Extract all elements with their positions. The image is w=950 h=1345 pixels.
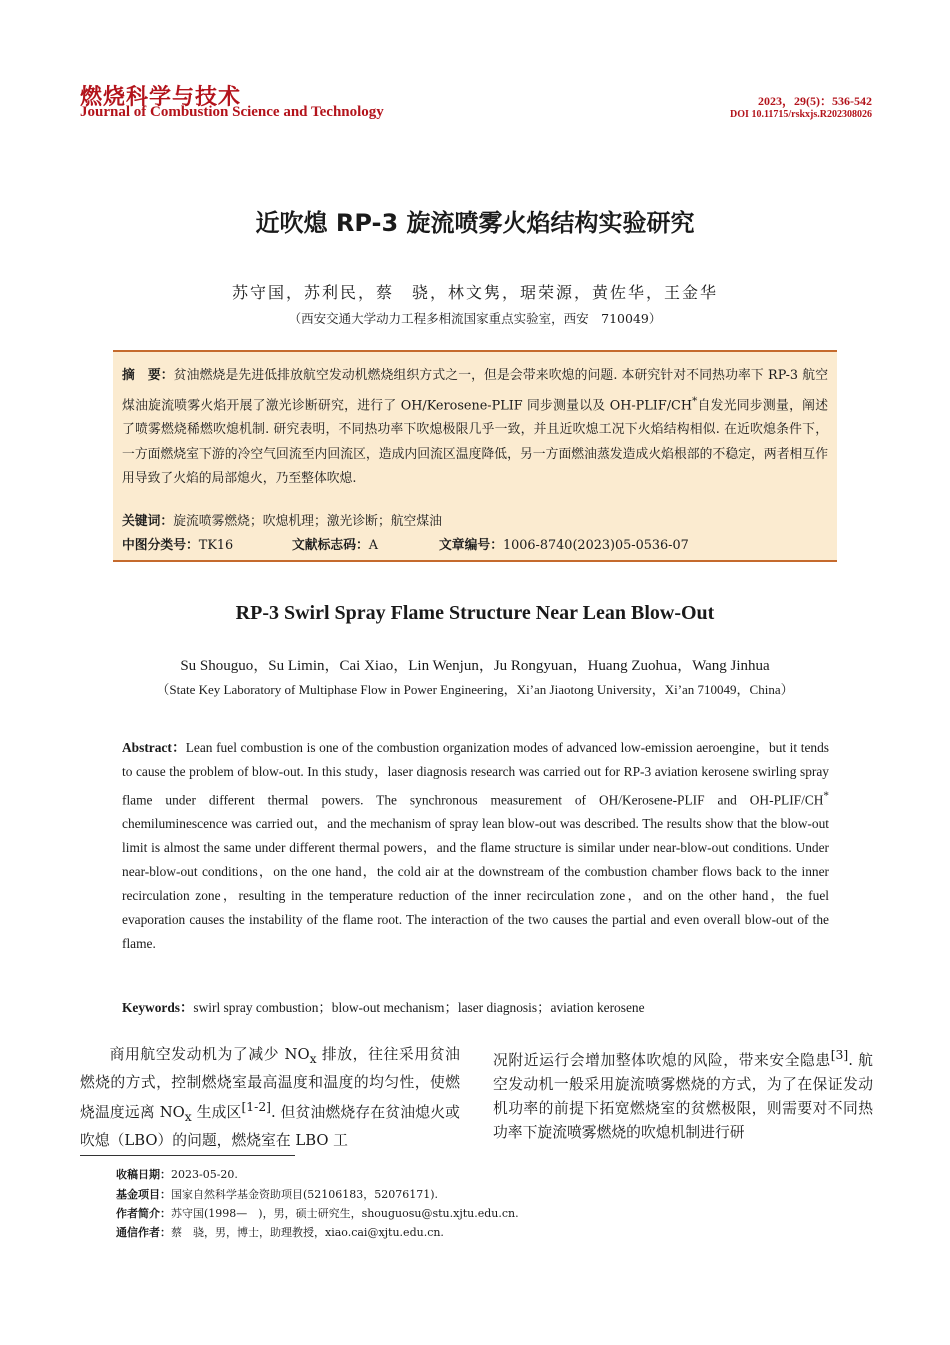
keywords-en-label: Keywords： — [122, 1000, 194, 1015]
clc-number — [122, 534, 233, 553]
abstract-en-label: Abstract： — [122, 740, 186, 755]
footnote-label: 基金项目： — [116, 1188, 171, 1201]
keywords-en-text: swirl spray combustion；blow-out mechanism；laser diagnosis；aviation kerosene — [193, 1000, 645, 1015]
body-text: 排放，往往采用贫油燃烧的方式，控制燃烧室最高温度和温度的均匀性，使燃烧温度远离 NO — [80, 1046, 460, 1121]
journal-header — [80, 80, 872, 122]
footnote-author-bio — [116, 1205, 519, 1221]
article-number-label: 文章编号： — [439, 538, 503, 553]
journal-title-en: Journal of Combustion Science and Technology — [80, 104, 384, 120]
keywords-cn — [122, 510, 442, 529]
authors-cn: 苏守国，苏利民，蔡 骁，林文隽，琚荣源，黄佐华，王金华 — [231, 283, 718, 302]
journal-title-cn: 燃烧科学与技术 — [80, 85, 242, 110]
abstract-cn-text-cont: 自发光同步测量，阐述了喷雾燃烧稀燃吹熄机制. 研究表明，不同热功率下吹熄极限几乎一致，并且近吹熄工况下火焰结构相似. 在近吹熄条件下，一方面燃烧室下游的冷空气回流至内回流区，造成内回流区温度降低，另一方面燃油蒸发造成火焰根部的不稳定，两者相互作用导致了火焰的局部熄火，乃至整体吹熄. — [122, 397, 828, 487]
article-number — [439, 534, 689, 553]
body-column-left — [80, 1043, 460, 1153]
keywords-cn-text: 旋流喷雾燃烧；吹熄机理；激光诊断；航空煤油 — [173, 514, 442, 529]
clc-value: TK16 — [198, 538, 234, 553]
doc-code-label: 文献标志码： — [292, 538, 369, 553]
doi: DOI 10.11715/rskxjs.R202308026 — [730, 109, 872, 120]
citation-ref[interactable]: [3] — [830, 1048, 849, 1062]
footnote-label: 收稿日期： — [116, 1168, 171, 1181]
body-text: 况附近运行会增加整体吹熄的风险，带来安全隐患 — [493, 1051, 831, 1069]
abstract-cn-box — [113, 350, 837, 562]
doc-code-value: A — [368, 538, 379, 553]
document-code — [292, 534, 378, 553]
footnote-text: 2023-05-20. — [171, 1168, 238, 1181]
affiliation-cn: （西安交通大学动力工程多相流国家重点实验室，西安 710049） — [288, 311, 662, 326]
body-text: 生成区 — [191, 1103, 242, 1121]
abstract-en-sup: * — [823, 790, 829, 802]
subscript: x — [309, 1051, 317, 1066]
article-number-value: 1006-8740(2023)05-0536-07 — [502, 538, 689, 553]
keywords-cn-label: 关键词： — [122, 514, 174, 529]
abstract-en-text-cont: chemiluminescence was carried out，and the mechanism of spray lean blow-out was described. The results show that the blow-out limit is almost the same under different thermal powers，and the flame structure is similar under near-blow-out conditions. Under near-blow-out conditions，on the one hand，the cold air at the downstream of the combustion chamber flows back to the inner recirculation zone，resulting in the temperature reduction of the inner recirculation zone，and on the other hand，the fuel evaporation causes the instability of the flame root. The interaction of the two causes the partial and even overall blow-out of the flame. — [122, 816, 829, 952]
keywords-en — [122, 997, 645, 1016]
citation-ref[interactable]: [1-2] — [241, 1099, 271, 1114]
abstract-en-text: Lean fuel combustion is one of the combustion organization modes of advanced low-emission aeroengine，but it tends to cause the problem of blow-out. In this study，laser diagnosis research was carried out for RP-3 aviation kerosene swirling spray flame under different thermal powers. The synchronous measurement of OH/Kerosene-PLIF and OH-PLIF/CH — [122, 740, 829, 808]
abstract-cn — [122, 364, 828, 492]
footnote-divider — [80, 1155, 295, 1156]
subscript: x — [184, 1109, 192, 1124]
footnote-text: 国家自然科学基金资助项目(52106183，52076171). — [171, 1188, 439, 1201]
body-text: . 航空发动机一般采用旋流喷雾燃烧的方式，为了在保证发动机功率的前提下拓宽燃烧室的贫燃极限，则需要对不同热功率下旋流喷雾燃烧的吹熄机制进行研 — [493, 1051, 873, 1141]
affiliation-en: （State Key Laboratory of Multiphase Flow in Power Engineering，Xi’an Jiaotong University，Xi’an 710049，China） — [156, 682, 794, 697]
abstract-en — [122, 736, 829, 956]
paper-title-en: RP-3 Swirl Spray Flame Structure Near Lean Blow-Out — [235, 602, 715, 624]
abstract-cn-sup: * — [692, 393, 698, 407]
footnote-received — [116, 1166, 238, 1182]
body-column-right — [493, 1043, 873, 1145]
body-text: . 但贫油燃烧存在贫油熄火或吹熄（LBO）的问题，燃烧室在 LBO 工 — [80, 1103, 460, 1149]
issue-info: 2023，29(5)：536-542 — [758, 94, 872, 108]
footnote-text: 蔡 骁，男，博士，助理教授，xiao.cai@xjtu.edu.cn. — [171, 1226, 444, 1239]
footnote-label: 作者简介： — [116, 1207, 171, 1220]
footnote-funding — [116, 1186, 438, 1202]
paper-title-cn: 近吹熄 RP-3 旋流喷雾火焰结构实验研究 — [255, 209, 695, 237]
footnote-text: 苏守国(1998— )，男，硕士研究生，shouguosu@stu.xjtu.edu.cn. — [171, 1207, 519, 1220]
body-text: 商用航空发动机为了减少 NO — [109, 1046, 310, 1063]
abstract-cn-text: 贫油燃烧是先进低排放航空发动机燃烧组织方式之一，但是会带来吹熄的问题. 本研究针对不同热功率下 RP-3 航空煤油旋流喷雾火焰开展了激光诊断研究，进行了 OH/Kerosene-PLIF 同步测量以及 OH-PLIF/CH — [122, 368, 828, 413]
abstract-cn-label: 摘 要： — [122, 368, 174, 383]
clc-label: 中图分类号： — [122, 538, 199, 553]
footnote-label: 通信作者： — [116, 1226, 171, 1239]
authors-en: Su Shouguo，Su Limin，Cai Xiao，Lin Wenjun，Ju Rongyuan，Huang Zuohua，Wang Jinhua — [180, 658, 770, 674]
footnote-corresponding — [116, 1224, 444, 1240]
